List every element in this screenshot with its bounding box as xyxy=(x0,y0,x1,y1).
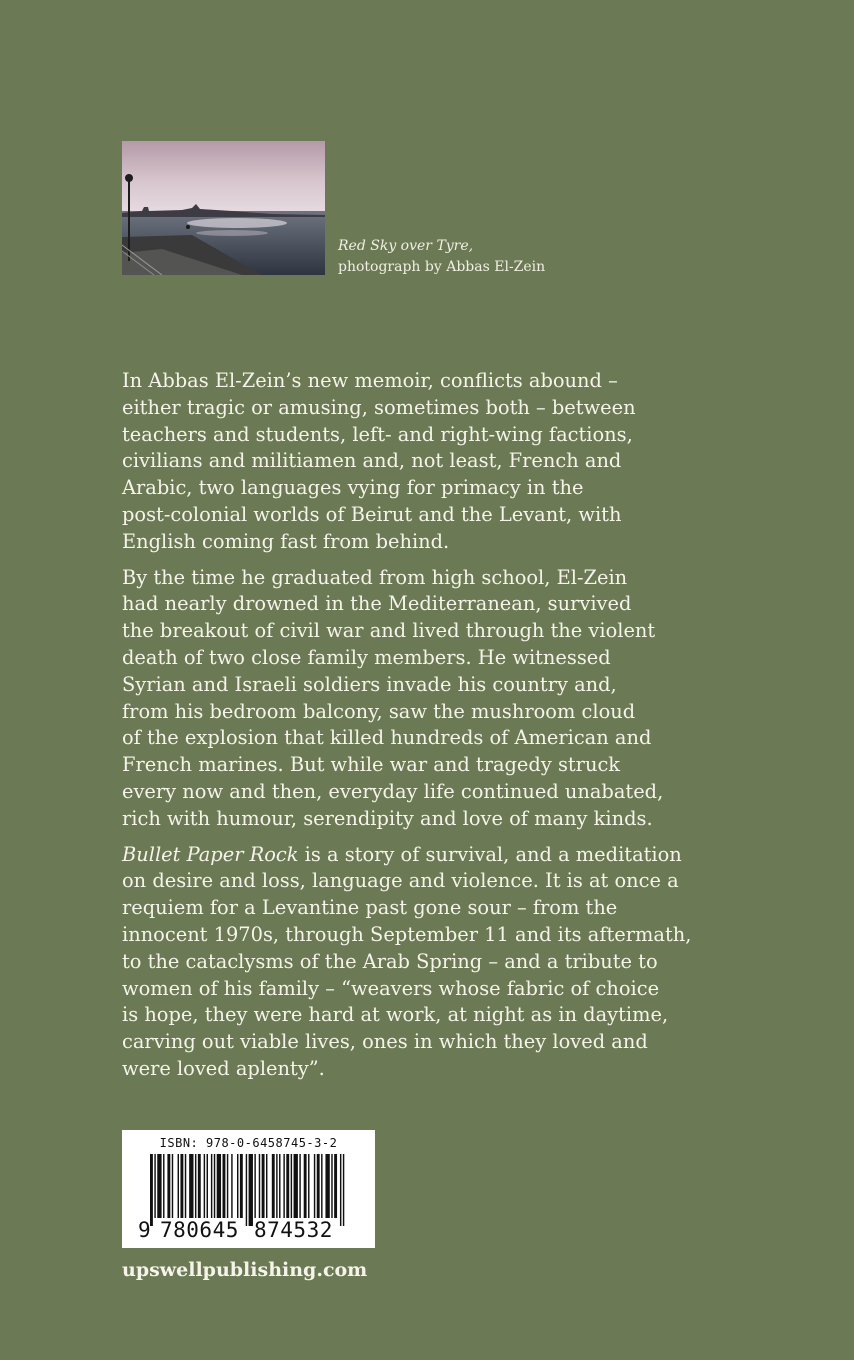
blurb-line: rich with humour, serendipity and love of many kinds. xyxy=(122,806,653,830)
blurb-line: teachers and students, left- and right-wing factions, xyxy=(122,422,633,446)
barcode-bar xyxy=(246,1154,247,1226)
barcode-bar xyxy=(266,1154,267,1218)
blurb-line: had nearly drowned in the Mediterranean, survived xyxy=(122,592,632,616)
publisher-url: upswellpublishing.com xyxy=(122,1259,368,1281)
red-sky-photo-image xyxy=(122,141,325,275)
barcode-bar xyxy=(304,1154,307,1218)
blurb-line: is hope, they were hard at work, at night as in daytime, xyxy=(122,1003,669,1027)
blurb-line: of the explosion that killed hundreds of American and xyxy=(122,726,652,750)
photo-caption-credit: photograph by Abbas El-Zein xyxy=(338,259,546,275)
barcode-bar xyxy=(198,1154,201,1218)
barcode-bar xyxy=(334,1154,337,1218)
blurb-line: from his bedroom balcony, saw the mushroom cloud xyxy=(122,699,636,723)
barcode-bar xyxy=(178,1154,179,1218)
barcode-bar xyxy=(343,1154,344,1226)
barcode-bar xyxy=(262,1154,265,1218)
photo-caption-title: Red Sky over Tyre, xyxy=(338,238,474,254)
barcode-bar xyxy=(237,1154,238,1218)
barcode-bar xyxy=(150,1154,153,1226)
isbn-barcode xyxy=(122,1130,375,1248)
barcode-bar xyxy=(157,1154,161,1218)
barcode-bar xyxy=(207,1154,208,1218)
barcode-bar xyxy=(325,1154,329,1218)
barcode-bar xyxy=(259,1154,260,1218)
blurb-line: the breakout of civil war and lived through the violent xyxy=(122,619,656,643)
barcode-bar xyxy=(314,1154,315,1218)
blurb-line: every now and then, everyday life continued unabated, xyxy=(122,779,664,803)
barcode-bar xyxy=(167,1154,170,1218)
barcode-bar xyxy=(249,1154,253,1226)
barcode-digit-group-1: 780645 xyxy=(160,1218,239,1242)
isbn-label: ISBN: 978-0-6458745-3-2 xyxy=(159,1136,338,1150)
barcode-bar xyxy=(272,1154,275,1218)
barcode-bar xyxy=(291,1154,292,1218)
barcode-bar xyxy=(240,1154,243,1218)
barcode-digits xyxy=(122,1218,375,1244)
blurb-line: civilians and militiamen and, not least, French and xyxy=(122,449,622,473)
photo-caption xyxy=(338,236,545,278)
barcode-bar xyxy=(214,1154,215,1218)
blurb-line: innocent 1970s, through September 11 and its aftermath, xyxy=(122,922,692,946)
blurb-line: death of two close family members. He witnessed xyxy=(122,645,611,669)
barcode-bar xyxy=(331,1154,332,1218)
blurb-line: Syrian and Israeli soldiers invade his country and, xyxy=(122,672,617,696)
barcode-bar xyxy=(163,1154,164,1218)
blurb-line: to the cataclysms of the Arab Spring – and a tribute to xyxy=(122,949,658,973)
barcode-bar xyxy=(317,1154,320,1218)
blurb-line: requiem for a Levantine past gone sour – from the xyxy=(122,896,618,920)
barcode-bar xyxy=(223,1154,226,1218)
barcode-bar xyxy=(279,1154,280,1218)
blurb-line: English coming fast from behind. xyxy=(122,529,450,553)
barcode-bar xyxy=(185,1154,186,1218)
barcode-bar xyxy=(286,1154,289,1218)
barcode-bar xyxy=(254,1154,255,1218)
barcode-bar xyxy=(189,1154,193,1218)
blurb-paragraph-1 xyxy=(122,368,722,556)
blurb-line: on desire and loss, language and violence. It is at once a xyxy=(122,869,679,893)
barcode-bar xyxy=(172,1154,173,1218)
blurb-line: were loved aplenty”. xyxy=(122,1056,325,1080)
barcode-bar xyxy=(180,1154,183,1218)
book-blurb xyxy=(122,368,722,1092)
barcode-bar xyxy=(154,1154,155,1218)
barcode-bar xyxy=(217,1154,221,1218)
blurb-line-rest: is a story of survival, and a meditation xyxy=(298,842,682,866)
blurb-line: By the time he graduated from high school, El-Zein xyxy=(122,565,628,589)
barcode-bar xyxy=(231,1154,232,1218)
cover-photo xyxy=(122,141,325,275)
barcode-bar xyxy=(195,1154,196,1218)
barcode-bar xyxy=(283,1154,284,1218)
book-title: Bullet Paper Rock xyxy=(122,842,299,866)
barcode-bar xyxy=(227,1154,228,1218)
blurb-line: either tragic or amusing, sometimes both – between xyxy=(122,395,636,419)
barcode-bar xyxy=(276,1154,277,1218)
barcode-bar xyxy=(204,1154,205,1218)
barcode-bar xyxy=(340,1154,341,1226)
blurb-line: carving out viable lives, ones in which they loved and xyxy=(122,1030,648,1054)
blurb-paragraph-3 xyxy=(122,842,722,1083)
blurb-line: women of his family – “weavers whose fabric of choice xyxy=(122,976,660,1000)
barcode-bar xyxy=(294,1154,298,1218)
barcode-bar xyxy=(308,1154,309,1218)
blurb-line: In Abbas El-Zein’s new memoir, conflicts abound – xyxy=(122,369,618,392)
barcode-bar xyxy=(321,1154,322,1218)
blurb-line: Arabic, two languages vying for primacy in the xyxy=(122,476,584,500)
blurb-line: French marines. But while war and tragedy struck xyxy=(122,753,621,777)
blurb-line: post-colonial worlds of Beirut and the Levant, with xyxy=(122,502,622,526)
blurb-line xyxy=(122,842,722,869)
barcode-bar xyxy=(211,1154,212,1218)
blurb-paragraph-2 xyxy=(122,565,722,833)
barcode-digit-first: 9 xyxy=(138,1218,151,1242)
barcode-bar xyxy=(299,1154,300,1218)
barcode-digit-group-2: 874532 xyxy=(254,1218,333,1242)
